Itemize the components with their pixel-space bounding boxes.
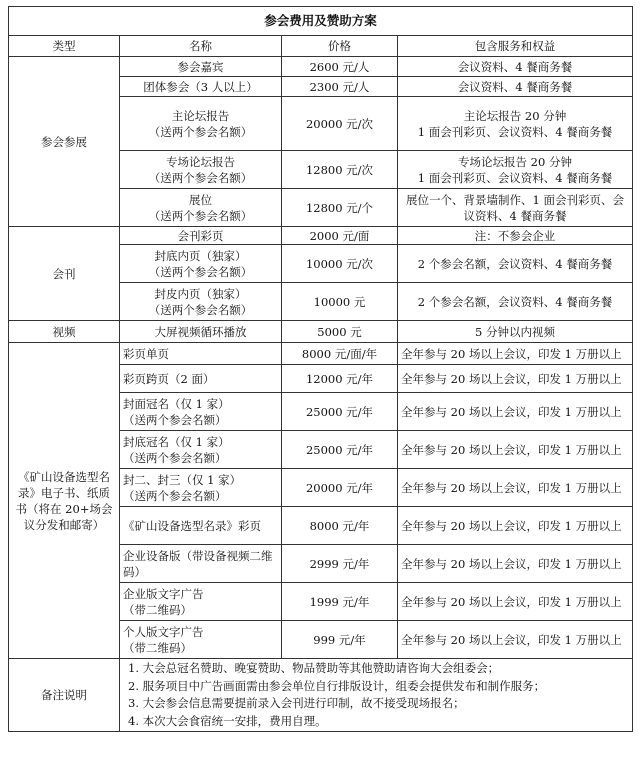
item-benefit: 专场论坛报告 20 分钟 1 面会刊彩页、会议资料、4 餐商务餐 — [398, 151, 633, 189]
item-name: 彩页单页 — [120, 343, 282, 365]
item-price: 25000 元/年 — [282, 431, 398, 469]
item-name: 个人版文字广告 （带二维码） — [120, 621, 282, 659]
item-price: 1999 元/年 — [282, 583, 398, 621]
pricing-table — [8, 6, 633, 732]
item-name: 企业版文字广告 （带二维码） — [120, 583, 282, 621]
item-benefit: 展位一个、背景墙制作、1 面会刊彩页、会议资料、4 餐商务餐 — [398, 189, 633, 227]
item-benefit: 全年参与 20 场以上会议，印发 1 万册以上 — [398, 583, 633, 621]
section-type: 参会参展 — [9, 57, 120, 227]
item-name: 封皮内页（独家） （送两个参会名额） — [120, 283, 282, 321]
item-price: 12800 元/个 — [282, 189, 398, 227]
item-name: 彩页跨页（2 面） — [120, 365, 282, 393]
item-benefit: 全年参与 20 场以上会议，印发 1 万册以上 — [398, 365, 633, 393]
remark-item: 2. 服务项目中广告画面需由参会单位自行排版设计，组委会提供发布和制作服务； — [128, 678, 546, 693]
item-benefit: 主论坛报告 20 分钟 1 面会刊彩页、会议资料、4 餐商务餐 — [398, 97, 633, 151]
item-price: 2000 元/面 — [282, 227, 398, 245]
item-name: 会刊彩页 — [120, 227, 282, 245]
item-benefit: 全年参与 20 场以上会议，印发 1 万册以上 — [398, 343, 633, 365]
item-price: 10000 元/次 — [282, 245, 398, 283]
remarks-label: 备注说明 — [9, 659, 120, 732]
item-name: 封底冠名（仅 1 家） （送两个参会名额） — [120, 431, 282, 469]
item-name: 《矿山设备选型名录》彩页 — [120, 507, 282, 545]
item-price: 8000 元/面/年 — [282, 343, 398, 365]
header-price: 价格 — [282, 36, 398, 57]
item-name: 封底内页（独家） （送两个参会名额） — [120, 245, 282, 283]
section-type: 视频 — [9, 321, 120, 343]
section-type: 《矿山设备选型名录》电子书、纸质书（将在 20+场会议分发和邮寄） — [9, 343, 120, 659]
item-price: 25000 元/年 — [282, 393, 398, 431]
header-type: 类型 — [9, 36, 120, 57]
remark-item: 3. 大会参会信息需要提前录入会刊进行印制，故不接受现场报名； — [128, 696, 465, 710]
item-benefit: 全年参与 20 场以上会议，印发 1 万册以上 — [398, 431, 633, 469]
remark-item: 4. 本次大会食宿统一安排，费用自理。 — [128, 713, 327, 728]
item-benefit: 全年参与 20 场以上会议，印发 1 万册以上 — [398, 545, 633, 583]
item-price: 10000 元 — [282, 283, 398, 321]
item-benefit: 全年参与 20 场以上会议，印发 1 万册以上 — [398, 621, 633, 659]
header-name: 名称 — [120, 36, 282, 57]
item-benefit: 全年参与 20 场以上会议，印发 1 万册以上 — [398, 469, 633, 507]
item-price: 999 元/年 — [282, 621, 398, 659]
item-benefit: 全年参与 20 场以上会议，印发 1 万册以上 — [398, 393, 633, 431]
item-name: 封面冠名（仅 1 家） （送两个参会名额） — [120, 393, 282, 431]
item-benefit: 注：不参会企业 — [398, 227, 633, 245]
remark-item: 1. 大会总冠名赞助、晚宴赞助、物品赞助等其他赞助请咨询大会组委会； — [128, 661, 500, 675]
item-price: 2600 元/人 — [282, 57, 398, 77]
item-price: 5000 元 — [282, 321, 398, 343]
item-price: 8000 元/年 — [282, 507, 398, 545]
item-price: 20000 元/次 — [282, 97, 398, 151]
header-benefits: 包含服务和权益 — [398, 36, 633, 57]
item-price: 12800 元/次 — [282, 151, 398, 189]
item-name: 企业设备版（带设备视频二维码） — [120, 545, 282, 583]
item-benefit: 5 分钟以内视频 — [398, 321, 633, 343]
item-price: 2999 元/年 — [282, 545, 398, 583]
item-benefit: 2 个参会名额，会议资料、4 餐商务餐 — [398, 283, 633, 321]
item-name: 封二、封三（仅 1 家） （送两个参会名额） — [120, 469, 282, 507]
item-name: 大屏视频循环播放 — [120, 321, 282, 343]
item-name: 主论坛报告 （送两个参会名额） — [120, 97, 282, 151]
sponsorship-sheet — [8, 6, 632, 732]
item-benefit: 会议资料、4 餐商务餐 — [398, 57, 633, 77]
item-name: 团体参会（3 人以上） — [120, 77, 282, 97]
item-price: 12000 元/年 — [282, 365, 398, 393]
section-type: 会刊 — [9, 227, 120, 321]
item-price: 2300 元/人 — [282, 77, 398, 97]
item-name: 参会嘉宾 — [120, 57, 282, 77]
item-name: 专场论坛报告 （送两个参会名额） — [120, 151, 282, 189]
item-price: 20000 元/年 — [282, 469, 398, 507]
item-name: 展位 （送两个参会名额） — [120, 189, 282, 227]
remarks-list — [120, 659, 633, 732]
item-benefit: 全年参与 20 场以上会议，印发 1 万册以上 — [398, 507, 633, 545]
table-title: 参会费用及赞助方案 — [9, 7, 633, 36]
item-benefit: 2 个参会名额，会议资料、4 餐商务餐 — [398, 245, 633, 283]
item-benefit: 会议资料、4 餐商务餐 — [398, 77, 633, 97]
